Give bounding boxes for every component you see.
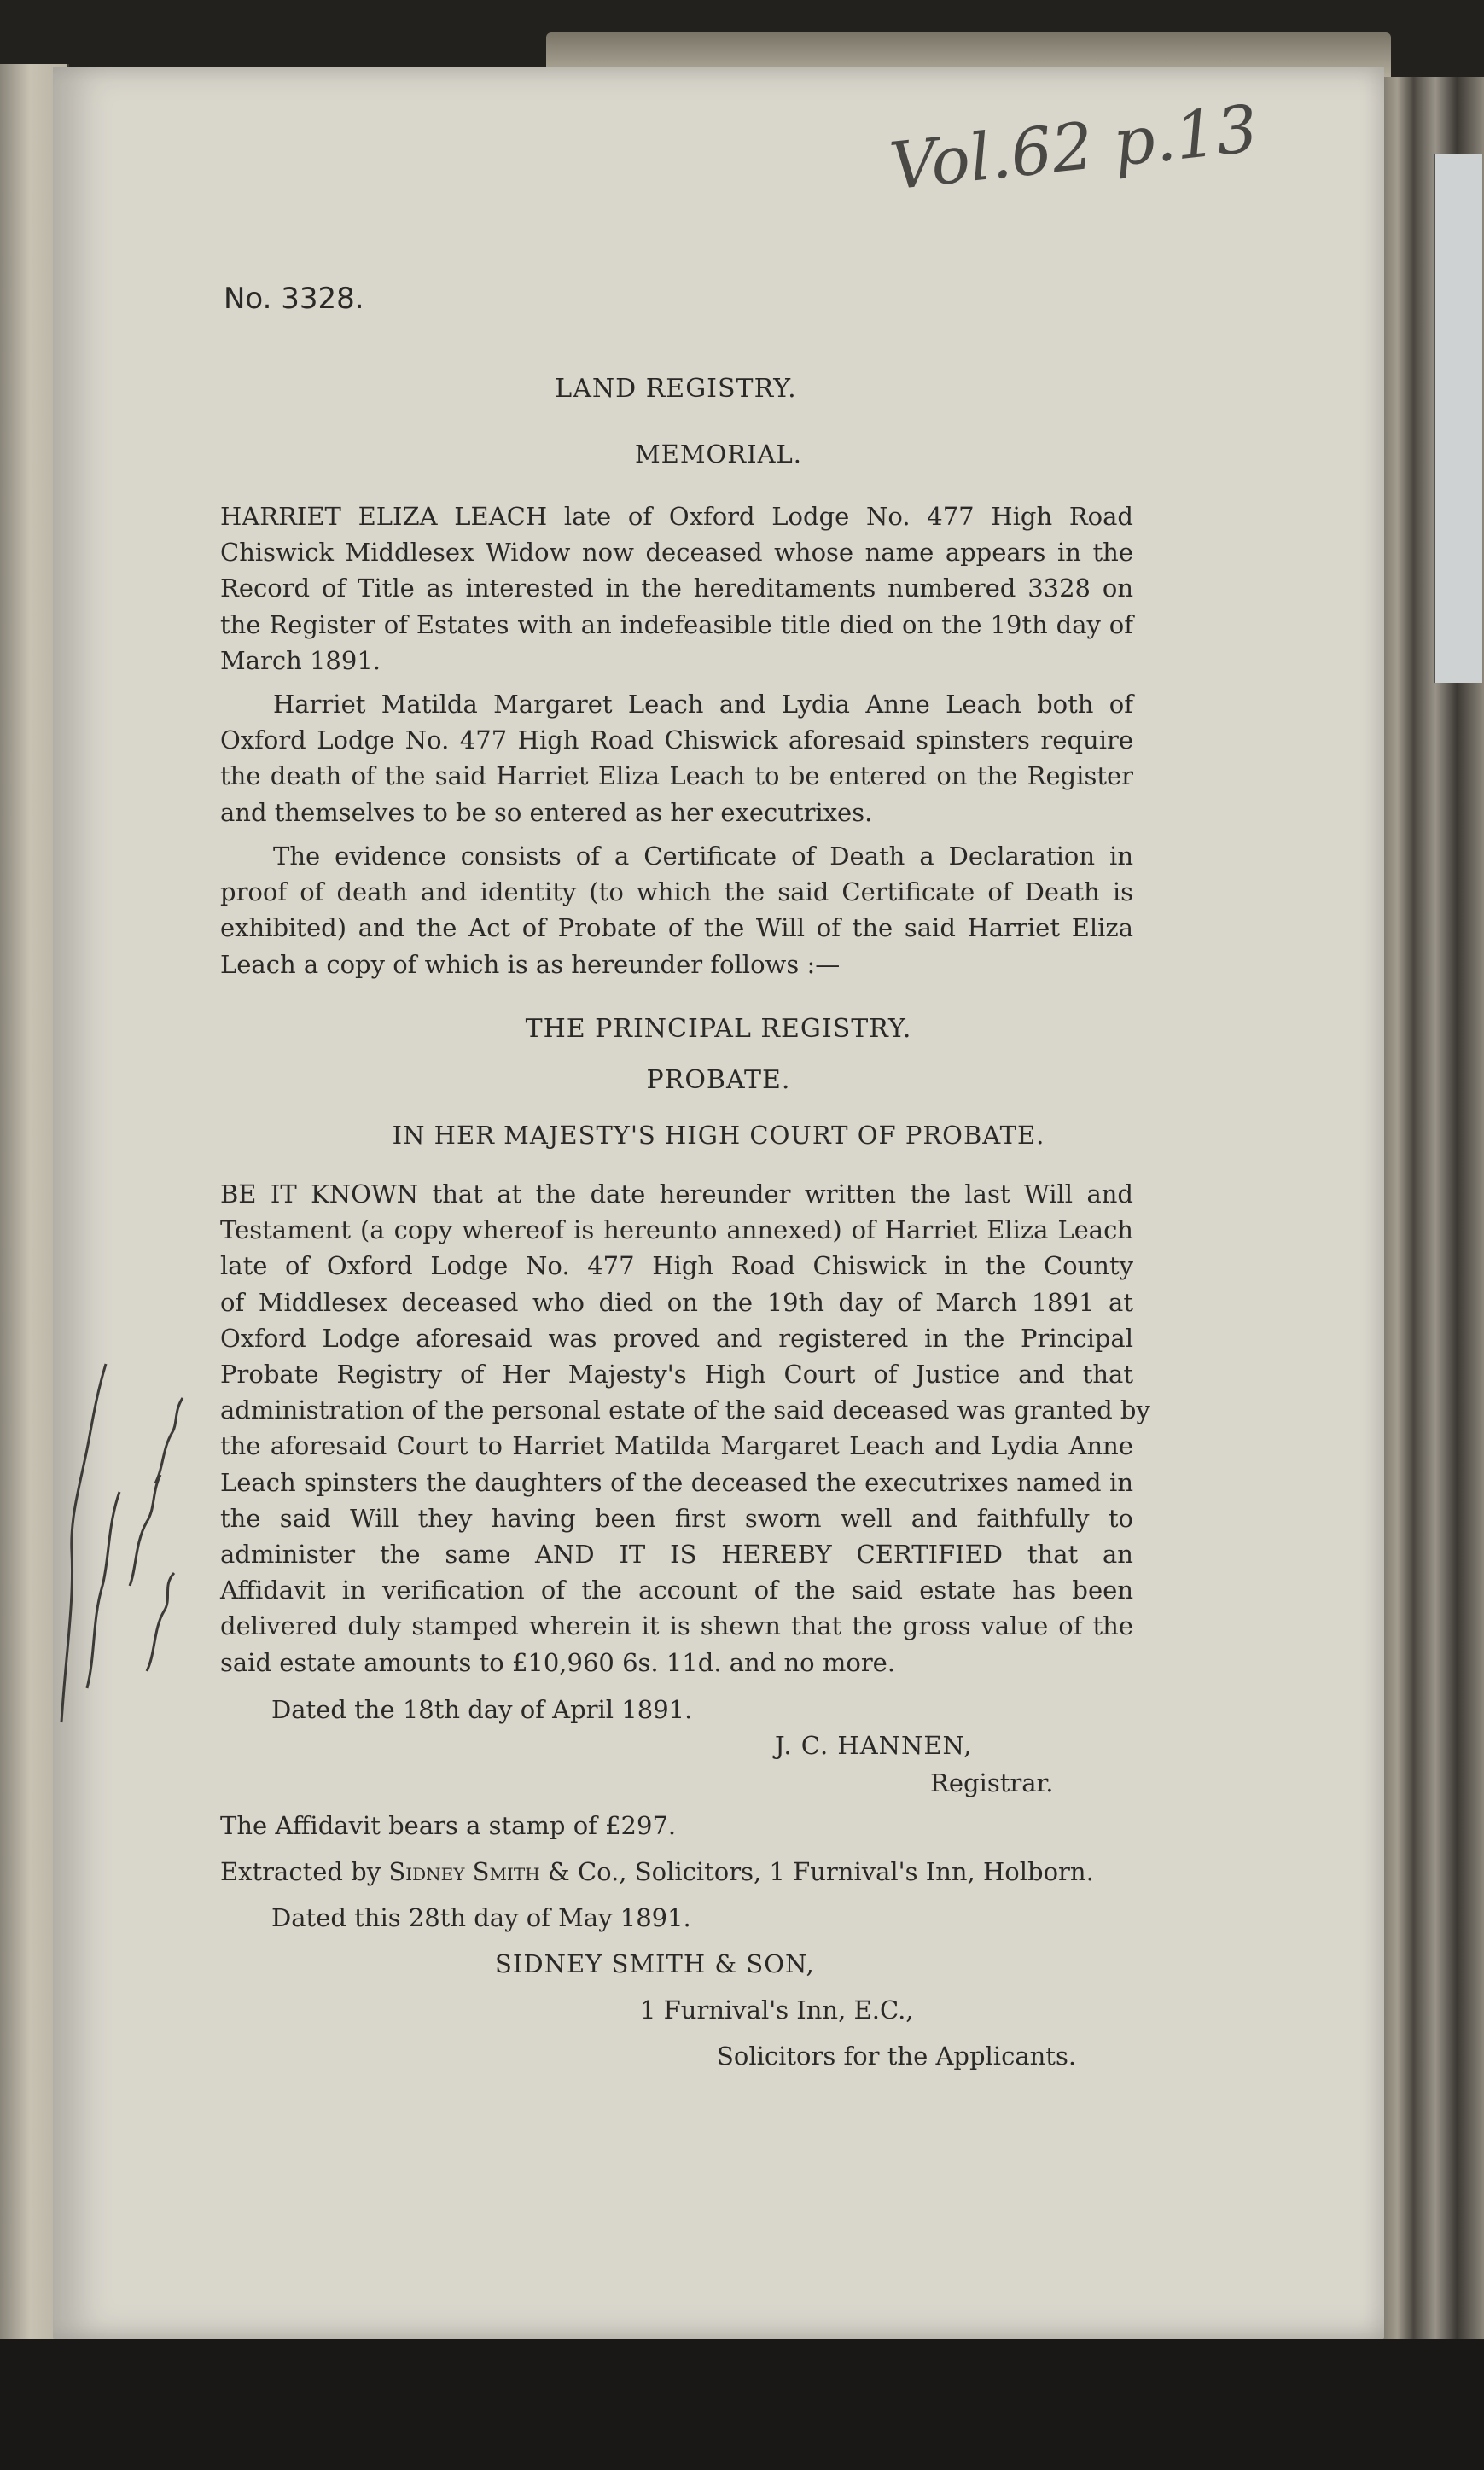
text-line: administer the same AND IT IS HEREBY CERTIFIED that an <box>220 1540 1133 1570</box>
text-line: The evidence consists of a Certificate of Death a Declaration in <box>273 842 1133 871</box>
fore-edge-label <box>1434 154 1482 683</box>
firm-role: Solicitors for the Applicants. <box>717 2042 1077 2071</box>
firm-address: 1 Furnival's Inn, E.C., <box>640 1995 914 2024</box>
paragraph-executrixes <box>220 686 1133 830</box>
text-line: the Register of Estates with an indefeasible title died on the 19th day of <box>220 609 1133 639</box>
text-line: Oxford Lodge aforesaid was proved and registered in the Principal <box>220 1323 1133 1353</box>
text-line: March 1891. <box>220 645 381 675</box>
paragraph-probate-grant <box>220 1176 1150 1681</box>
text-line: Testament (a copy whereof is hereunto annexed) of Harriet Eliza Leach <box>220 1215 1133 1245</box>
extracted-rest: & Co., Solicitors, 1 Furnival's Inn, Holborn. <box>547 1857 1094 1886</box>
firm-name: SIDNEY SMITH & SON, <box>495 1949 815 1978</box>
text-line: Probate Registry of Her Majesty's High Court of Justice and that <box>220 1360 1133 1389</box>
text-line: Affidavit in verification of the account of the said estate has been <box>220 1576 1133 1605</box>
text-line: and themselves to be so entered as her executrixes. <box>220 797 873 827</box>
signatory-title: Registrar. <box>930 1768 1054 1797</box>
extracted-prefix: Extracted by <box>220 1857 381 1886</box>
text-line: administration of the personal estate of the said deceased was granted by <box>220 1395 1150 1425</box>
affidavit-stamp: The Affidavit bears a stamp of £297. <box>220 1811 677 1840</box>
text-line: Leach a copy of which is as hereunder follows :— <box>220 949 841 979</box>
heading-principal-registry: THE PRINCIPAL REGISTRY. <box>525 1014 912 1044</box>
text-line: Harriet Matilda Margaret Leach and Lydia Anne Leach both of <box>273 690 1133 719</box>
text-line: proof of death and identity (to which the said Certificate of Death is <box>220 877 1133 907</box>
register-page <box>53 67 1384 2339</box>
volume-reference-annotation: Vol.62 p.13 <box>886 90 1261 205</box>
text-line: said estate amounts to £10,960 6s. 11d. and no more. <box>220 1647 896 1677</box>
text-line: Leach spinsters the daughters of the deceased the executrixes named in <box>220 1467 1133 1497</box>
text-line: Record of Title as interested in the hereditaments numbered 3328 on <box>220 574 1133 603</box>
signatory-name: J. C. HANNEN, <box>775 1731 973 1760</box>
text-line: the death of the said Harriet Eliza Leach to be entered on the Register <box>220 761 1133 791</box>
extracted-firm: Sidney Smith <box>388 1857 540 1886</box>
document-number: No. 3328. <box>224 282 364 316</box>
heading-high-court: IN HER MAJESTY'S HIGH COURT OF PROBATE. <box>392 1121 1045 1150</box>
paragraph-evidence <box>220 838 1133 982</box>
extracted-by-line <box>220 1857 1094 1886</box>
text-line: of Middlesex deceased who died on the 19th day of March 1891 at <box>220 1287 1133 1317</box>
dated-april: Dated the 18th day of April 1891. <box>271 1695 693 1724</box>
text-line: Oxford Lodge No. 477 High Road Chiswick aforesaid spinsters require <box>220 725 1133 755</box>
text-line: the aforesaid Court to Harriet Matilda Margaret Leach and Lydia Anne <box>220 1431 1133 1461</box>
text-line: late of Oxford Lodge No. 477 High Road Chiswick in the County <box>220 1251 1133 1281</box>
text-line: exhibited) and the Act of Probate of the Will of the said Harriet Eliza <box>220 913 1133 943</box>
margin-handwriting-scribble <box>27 1330 207 1739</box>
dated-may: Dated this 28th day of May 1891. <box>271 1903 691 1932</box>
text-line: HARRIET ELIZA LEACH late of Oxford Lodge No. 477 High Road <box>220 502 1133 531</box>
text-line: the said Will they having been first sworn well and faithfully to <box>220 1503 1133 1533</box>
text-line: Chiswick Middlesex Widow now deceased whose name appears in the <box>220 538 1133 568</box>
heading-memorial: MEMORIAL. <box>634 440 803 469</box>
background-shadow <box>0 2339 1484 2470</box>
text-line: delivered duly stamped wherein it is shewn that the gross value of the <box>220 1611 1133 1641</box>
text-line: BE IT KNOWN that at the date hereunder written the last Will and <box>220 1180 1133 1209</box>
heading-probate: PROBATE. <box>646 1065 791 1095</box>
heading-land-registry: LAND REGISTRY. <box>555 374 797 404</box>
paragraph-memorial-intro <box>220 498 1133 679</box>
